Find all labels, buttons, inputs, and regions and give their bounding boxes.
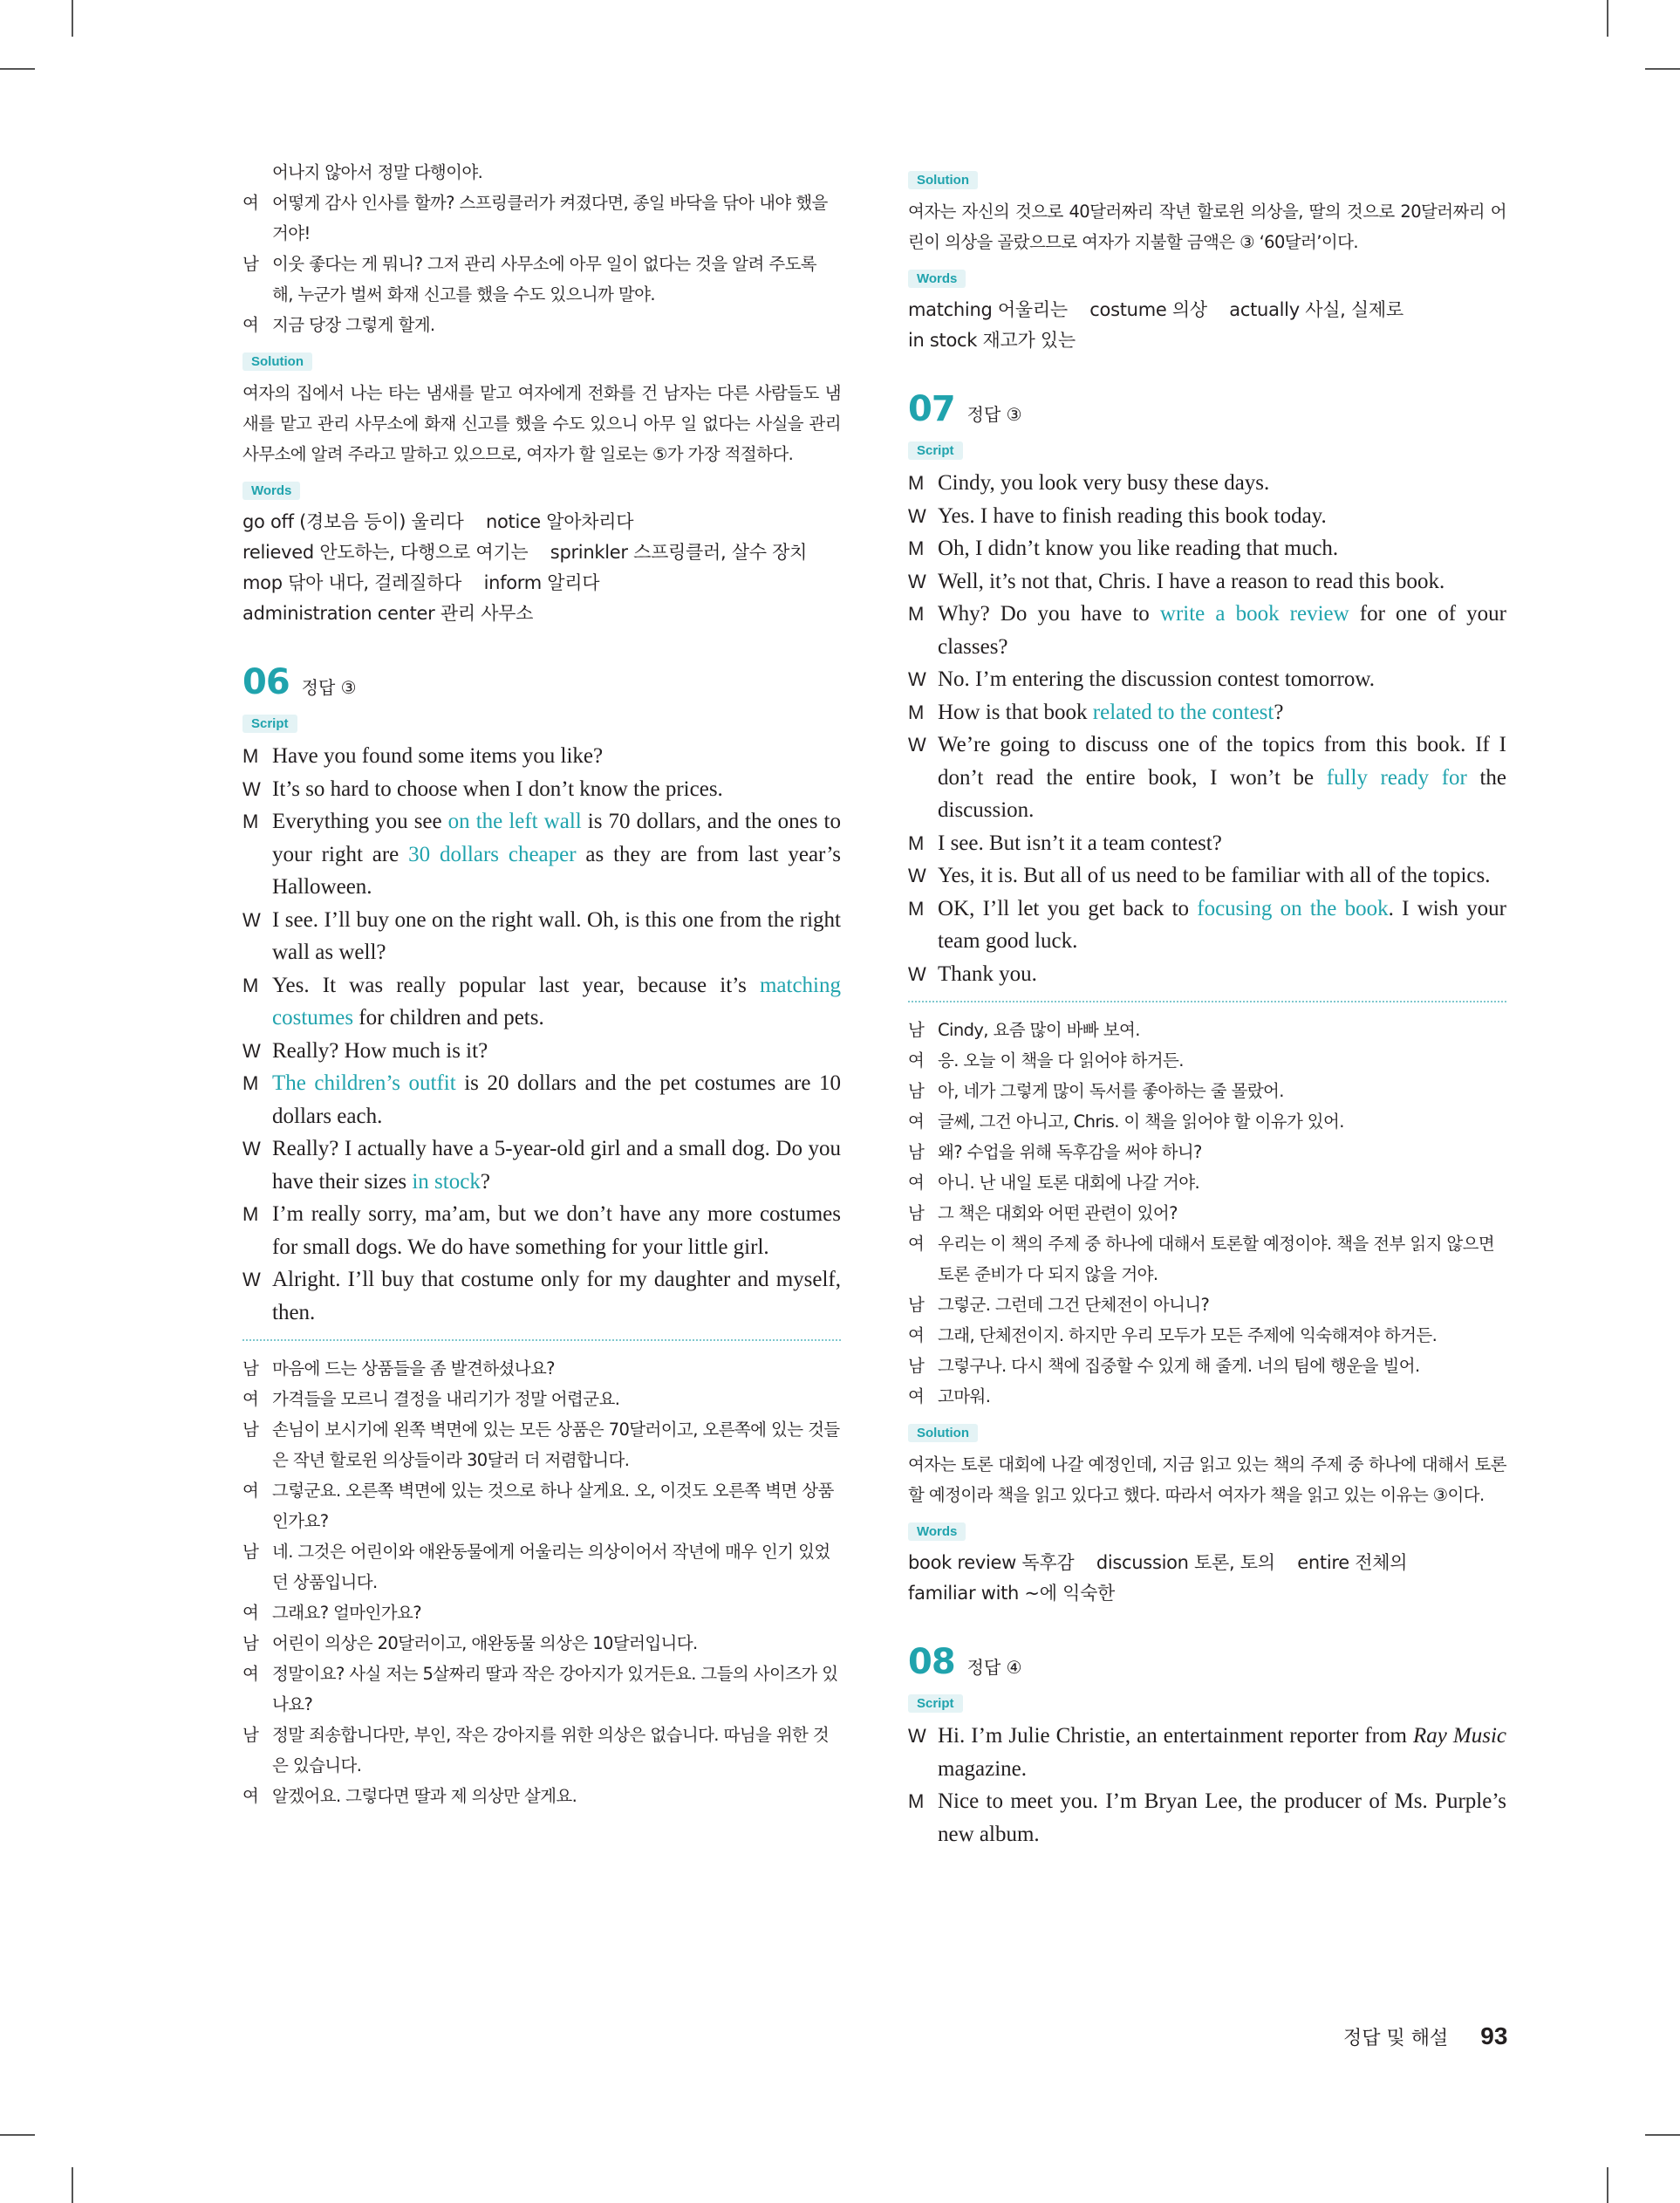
speaker-label: 여 <box>908 1325 925 1345</box>
translation-line <box>242 1536 841 1598</box>
line-text: 글쎄, 그건 아니고, Chris. 이 책을 읽어야 할 이유가 있어. <box>938 1112 1344 1132</box>
crop-mark <box>1645 2134 1680 2136</box>
words-line: relieved 안도하는, 다행으로 여기는 sprinkler 스프링클러, 살수 장치 <box>242 542 808 563</box>
line-text <box>938 565 1506 599</box>
script-tag: Script <box>242 715 297 733</box>
text-span: How is that book <box>938 700 1093 724</box>
line-text <box>272 1132 841 1198</box>
line-text: 아, 네가 그렇게 많이 독서를 좋아하는 줄 몰랐어. <box>938 1081 1284 1101</box>
script-line <box>242 1263 841 1329</box>
translation-line <box>908 1290 1506 1320</box>
line-text: 그렇군. 그런데 그건 단체전이 아니니? <box>938 1295 1210 1315</box>
speaker-label: W <box>908 570 926 592</box>
line-text <box>272 773 841 806</box>
line-text: 고마워. <box>938 1386 991 1406</box>
script-tag: Script <box>908 1694 963 1713</box>
words-line: administration center 관리 사무소 <box>242 603 534 624</box>
highlighted-phrase: related to the contest <box>1092 700 1274 724</box>
script-line <box>908 958 1506 991</box>
translation-line <box>908 1228 1506 1290</box>
q06-script <box>242 740 841 1329</box>
line-text: 가격들을 모르니 결정을 내리기가 정말 어렵군요. <box>272 1389 620 1409</box>
highlighted-phrase: matching costumes <box>272 973 841 1030</box>
q05-solution-text: 여자의 집에서 나는 타는 냄새를 맡고 여자에게 전화를 건 남자는 다른 사람들도 냄새를 맡고 관리 사무소에 화재 신고를 했을 수도 있으니 아무 일 없다는 사실을 관리 사무소에 알려 주라고 말하고 있으므로, 여자가 할 일로는 ⑤가 가장 적절하다. <box>242 383 841 464</box>
translation-line <box>242 1598 841 1628</box>
line-text: 정말 죄송합니다만, 부인, 작은 강아지를 위한 의상은 없습니다. 따님을 위한 것은 있습니다. <box>272 1725 830 1775</box>
crop-mark <box>0 2134 35 2136</box>
translation-line <box>908 1045 1506 1076</box>
line-text: 이웃 좋다는 게 뭐니? 그저 관리 사무소에 아무 일이 없다는 것을 알려 주도록 해, 누군가 벌써 화재 신고를 했을 수도 있으니까 말야. <box>272 254 817 304</box>
text-span: Ray Music <box>1413 1724 1506 1748</box>
text-span: Yes, it is. But all of us need to be familiar with all of the topics. <box>938 864 1491 887</box>
text-span: Have you found some items you like? <box>272 744 604 768</box>
words-line: go off (경보음 등이) 울리다 notice 알아차리다 <box>242 511 634 532</box>
speaker-label: W <box>242 908 261 931</box>
speaker-label: M <box>908 537 925 559</box>
q07-words-list <box>908 1548 1506 1609</box>
q07-solution-text: 여자는 토론 대회에 나갈 예정인데, 지금 읽고 있는 책의 주제 중 하나에 대해서 토론할 예정이라 책을 읽고 있다고 했다. 따라서 여자가 책을 읽고 있는 이유는 ③이다. <box>908 1454 1506 1505</box>
speaker-label: 남 <box>242 1420 259 1440</box>
speaker-label: M <box>242 811 259 832</box>
text-span: I see. I’ll buy one on the right wall. Oh, is this one from the right wall as well? <box>272 907 841 964</box>
text-span: Cindy, you look very busy these days. <box>938 471 1270 495</box>
speaker-label: 남 <box>908 1142 925 1162</box>
solution-tag: Solution <box>242 352 312 371</box>
line-text <box>272 1067 841 1132</box>
line-text: 그렇구나. 다시 책에 집중할 수 있게 해 줄게. 너의 팀에 행운을 빌어. <box>938 1356 1420 1376</box>
line-text <box>938 1720 1506 1785</box>
translation-line <box>908 1351 1506 1381</box>
speaker-label: 남 <box>908 1020 925 1040</box>
answer-label: 정답 ③ <box>301 677 357 698</box>
script-line <box>908 729 1506 827</box>
speaker-label: 남 <box>908 1356 925 1376</box>
question-header-07 <box>908 389 1506 429</box>
script-line <box>242 1198 841 1263</box>
line-text <box>938 1785 1506 1851</box>
line-text: 어떻게 감사 인사를 할까? 스프링클러가 켜졌다면, 종일 바닥을 닦아 내야 했을 거야! <box>272 193 828 243</box>
translation-line <box>242 1384 841 1414</box>
speaker-label <box>242 157 272 188</box>
translation-line <box>242 1659 841 1720</box>
line-text <box>938 500 1506 533</box>
speaker-label: M <box>908 603 925 625</box>
line-text: 어린이 의상은 20달러이고, 애완동물 의상은 10달러입니다. <box>272 1633 698 1653</box>
line-text: 지금 당장 그렇게 할게. <box>272 315 435 335</box>
translation-line <box>908 1015 1506 1045</box>
speaker-label: W <box>242 1269 261 1290</box>
speaker-label: 여 <box>908 1234 925 1254</box>
answer-label: 정답 ③ <box>966 404 1022 425</box>
speaker-label: W <box>242 777 261 800</box>
speaker-label: M <box>908 701 925 723</box>
text-span: Yes. It was really popular last year, because it’s <box>272 973 760 997</box>
speaker-label: 남 <box>908 1203 925 1223</box>
translation-line <box>242 1353 841 1384</box>
speaker-label: M <box>908 472 925 494</box>
line-text: 어나지 않아서 정말 다행이야. <box>272 162 483 182</box>
speaker-label: 여 <box>242 1603 259 1623</box>
words-line: matching 어울리는 costume 의상 actually 사실, 실제로 <box>908 299 1403 320</box>
words-line: in stock 재고가 있는 <box>908 330 1076 351</box>
speaker-label: M <box>908 897 925 920</box>
speaker-label: M <box>242 1072 259 1094</box>
speaker-label: 남 <box>242 1725 259 1745</box>
translation-line <box>242 1475 841 1536</box>
speaker-label: W <box>908 734 926 756</box>
highlighted-phrase: 30 dollars cheaper <box>408 842 577 866</box>
highlighted-phrase: fully ready for <box>1326 765 1467 790</box>
script-line <box>908 1720 1506 1785</box>
q07-script <box>908 467 1506 990</box>
speaker-label: M <box>242 974 259 996</box>
line-text: 알겠어요. 그렇다면 딸과 제 의상만 살게요. <box>272 1786 577 1806</box>
text-span: . I wish your team good luck. <box>938 896 1506 953</box>
speaker-label: W <box>908 865 926 886</box>
translation-line <box>242 1720 841 1781</box>
text-span: We’re going to discuss one of the topics from this book. If I don’t read the entire book, I won’t be <box>938 733 1506 790</box>
highlighted-phrase: focusing on the book <box>1197 896 1389 920</box>
crop-mark <box>72 2167 73 2203</box>
line-text <box>938 958 1506 991</box>
question-number: 07 <box>908 389 955 429</box>
highlighted-phrase: write a book review <box>1159 602 1349 626</box>
q05-words-list <box>242 507 841 629</box>
words-line: book review 독후감 discussion 토론, 토의 entire 전체의 <box>908 1552 1408 1573</box>
line-text: 그렇군요. 오른쪽 벽면에 있는 것으로 하나 살게요. 오, 이것도 오른쪽 벽면 상품인가요? <box>272 1481 834 1531</box>
q06-solution-text: 여자는 자신의 것으로 40달러짜리 작년 할로윈 의상을, 딸의 것으로 20달러짜리 어린이 의상을 골랐으므로 여자가 지불할 금액은 ③ ‘60달러’이다. <box>908 202 1506 252</box>
speaker-label: 남 <box>242 254 259 274</box>
script-line <box>242 904 841 969</box>
speaker-label: 여 <box>908 1050 925 1071</box>
speaker-label: W <box>242 1138 261 1160</box>
script-line <box>242 1132 841 1198</box>
translation-line <box>908 1320 1506 1351</box>
speaker-label: M <box>908 1790 925 1812</box>
translation-line <box>242 310 841 340</box>
highlighted-phrase: The children’s outfit <box>272 1071 456 1095</box>
script-line <box>242 1035 841 1068</box>
speaker-label: W <box>908 504 926 527</box>
line-text <box>938 827 1506 860</box>
script-line <box>242 969 841 1035</box>
text-span: as they are from last year’s Halloween. <box>272 842 841 899</box>
script-line <box>908 598 1506 663</box>
script-line <box>908 696 1506 729</box>
q06-words-list <box>908 295 1506 356</box>
line-text <box>938 729 1506 827</box>
script-line <box>908 663 1506 696</box>
speaker-label: M <box>242 745 259 767</box>
answer-label: 정답 ④ <box>966 1657 1022 1678</box>
solution-tag: Solution <box>908 171 978 189</box>
speaker-label: 남 <box>908 1295 925 1315</box>
text-span: Really? How much is it? <box>272 1038 488 1063</box>
highlighted-phrase: on the left wall <box>447 810 582 833</box>
text-span: magazine. <box>938 1756 1028 1781</box>
line-text <box>938 663 1506 696</box>
script-line <box>908 1785 1506 1851</box>
text-span: Nice to meet you. I’m Bryan Lee, the producer of Ms. Purple’s new album. <box>938 1789 1506 1846</box>
q08-script <box>908 1720 1506 1851</box>
line-text <box>272 1035 841 1068</box>
right-column <box>908 171 1506 1851</box>
dotted-divider <box>242 1339 841 1341</box>
text-span: I see. But isn’t it a team contest? <box>938 831 1222 855</box>
speaker-label: M <box>908 831 925 854</box>
line-text: 그래, 단체전이지. 하지만 우리 모두가 모든 주제에 익숙해져야 하거든. <box>938 1325 1438 1345</box>
text-span: is 20 dollars and the pet costumes are 10 dollars each. <box>272 1071 841 1128</box>
line-text <box>272 805 841 904</box>
words-tag: Words <box>908 270 966 288</box>
text-span: ? <box>1274 700 1284 724</box>
translation-line <box>242 1628 841 1659</box>
translation-line <box>908 1137 1506 1167</box>
crop-mark <box>1607 2167 1608 2203</box>
script-tag: Script <box>908 441 963 460</box>
speaker-label: 여 <box>908 1173 925 1193</box>
text-span: is 70 dollars, and the ones to your right are <box>272 810 841 866</box>
page-footer <box>1343 2022 1507 2050</box>
translation-line <box>908 1076 1506 1106</box>
text-span: No. I’m entering the discussion contest tomorrow. <box>938 667 1376 691</box>
speaker-label: 여 <box>242 1786 259 1806</box>
crop-mark <box>0 68 35 70</box>
translation-line <box>908 1106 1506 1137</box>
speaker-label: 여 <box>908 1386 925 1406</box>
text-span: It’s so hard to choose when I don’t know the prices. <box>272 777 723 801</box>
text-span: the discussion. <box>938 765 1506 822</box>
script-line <box>242 773 841 806</box>
line-text: 손님이 보시기에 왼쪽 벽면에 있는 모든 상품은 70달러이고, 오른쪽에 있는 것들은 작년 할로윈 의상들이라 30달러 더 저렴합니다. <box>272 1420 840 1470</box>
script-line <box>908 500 1506 533</box>
highlighted-phrase: in stock <box>412 1169 481 1194</box>
left-column <box>242 157 841 1811</box>
speaker-label: W <box>908 962 926 985</box>
script-line <box>908 565 1506 599</box>
translation-line <box>242 1414 841 1475</box>
speaker-label: 남 <box>242 1633 259 1653</box>
line-text: 아니. 난 내일 토론 대회에 나갈 거야. <box>938 1173 1200 1193</box>
translation-line <box>242 1781 841 1811</box>
dotted-divider <box>908 1001 1506 1002</box>
text-span: I’m really sorry, ma’am, but we don’t have any more costumes for small dogs. We do have something for your little girl. <box>272 1202 841 1259</box>
line-text <box>272 740 841 773</box>
words-line: mop 닦아 내다, 걸레질하다 inform 알리다 <box>242 572 600 593</box>
translation-line <box>908 1167 1506 1198</box>
speaker-label: W <box>908 668 926 690</box>
words-tag: Words <box>242 482 300 500</box>
line-text <box>938 893 1506 958</box>
line-text <box>938 696 1506 729</box>
text-span: Yes. I have to finish reading this book today. <box>938 503 1327 528</box>
line-text <box>272 1198 841 1263</box>
script-line <box>242 1067 841 1132</box>
translation-line <box>908 1381 1506 1412</box>
translation-line <box>242 249 841 310</box>
line-text <box>272 1263 841 1329</box>
crop-mark <box>1645 68 1680 70</box>
speaker-label: 여 <box>242 1389 259 1409</box>
line-text: 네. 그것은 어린이와 애완동물에게 어울리는 의상이어서 작년에 매우 인기 있었던 상품입니다. <box>272 1542 830 1592</box>
line-text: 그 책은 대회와 어떤 관련이 있어? <box>938 1203 1178 1223</box>
line-text: 응. 오늘 이 책을 다 읽어야 하거든. <box>938 1050 1184 1071</box>
text-span: ? <box>480 1169 490 1194</box>
q07-translation <box>908 1015 1506 1412</box>
question-number: 08 <box>908 1642 955 1682</box>
crop-mark <box>72 0 73 37</box>
line-text <box>938 467 1506 500</box>
words-line: familiar with ~에 익숙한 <box>908 1583 1116 1604</box>
text-span: Alright. I’ll buy that costume only for my daughter and myself, then. <box>272 1268 841 1324</box>
text-span: Why? Do you have to <box>938 602 1160 626</box>
line-text <box>938 532 1506 565</box>
crop-mark <box>1607 0 1608 37</box>
line-text <box>938 598 1506 663</box>
text-span: Thank you. <box>938 961 1037 986</box>
speaker-label: W <box>242 1039 261 1062</box>
script-line <box>908 893 1506 958</box>
question-header-06 <box>242 662 841 702</box>
line-text: 마음에 드는 상품들을 좀 발견하셨나요? <box>272 1358 555 1379</box>
line-text: Cindy, 요즘 많이 바빠 보여. <box>938 1020 1140 1040</box>
line-text: 정말이요? 사실 저는 5살짜리 딸과 작은 강아지가 있거든요. 그들의 사이즈가 있나요? <box>272 1664 838 1714</box>
speaker-label: 여 <box>242 1481 259 1501</box>
script-line <box>242 805 841 904</box>
translation-line <box>242 188 841 249</box>
page-number: 93 <box>1480 2022 1508 2049</box>
text-span: Well, it’s not that, Chris. I have a reason to read this book. <box>938 569 1445 593</box>
line-text <box>272 904 841 969</box>
text-span: Oh, I didn’t know you like reading that much. <box>938 537 1339 560</box>
speaker-label: 여 <box>908 1112 925 1132</box>
script-line <box>908 827 1506 860</box>
line-text <box>938 859 1506 893</box>
words-tag: Words <box>908 1522 966 1541</box>
speaker-label: M <box>242 1203 259 1225</box>
text-span: Hi. I’m Julie Christie, an entertainment reporter from <box>938 1724 1413 1748</box>
script-line <box>242 740 841 773</box>
speaker-label: 여 <box>242 193 259 213</box>
speaker-label: 남 <box>242 1358 259 1379</box>
line-text: 그래요? 얼마인가요? <box>272 1603 421 1623</box>
speaker-label: 남 <box>242 1542 259 1562</box>
text-span: OK, I’ll let you get back to <box>938 896 1198 920</box>
line-text: 우리는 이 책의 주제 중 하나에 대해서 토론할 예정이야. 책을 전부 읽지 않으면 토론 준비가 다 되지 않을 거야. <box>938 1234 1495 1284</box>
question-number: 06 <box>242 662 290 702</box>
footer-label: 정답 및 해설 <box>1343 2028 1449 2049</box>
q05-translation-continued <box>242 157 841 340</box>
translation-line <box>908 1198 1506 1228</box>
script-line <box>908 859 1506 893</box>
speaker-label: 여 <box>242 315 259 335</box>
text-span: Everything you see <box>272 810 448 833</box>
translation-line <box>242 157 841 188</box>
solution-tag: Solution <box>908 1424 978 1442</box>
speaker-label: W <box>908 1725 926 1747</box>
text-span: for one of your classes? <box>938 602 1507 659</box>
question-header-08 <box>908 1642 1506 1682</box>
line-text <box>272 969 841 1035</box>
speaker-label: 여 <box>242 1664 259 1684</box>
line-text: 왜? 수업을 위해 독후감을 써야 하니? <box>938 1142 1202 1162</box>
text-span: Really? I actually have a 5-year-old girl and a small dog. Do you have their sizes <box>272 1137 841 1194</box>
speaker-label: 남 <box>908 1081 925 1101</box>
script-line <box>908 532 1506 565</box>
script-line <box>908 467 1506 500</box>
q06-translation <box>242 1353 841 1811</box>
text-span: for children and pets. <box>353 1006 544 1030</box>
